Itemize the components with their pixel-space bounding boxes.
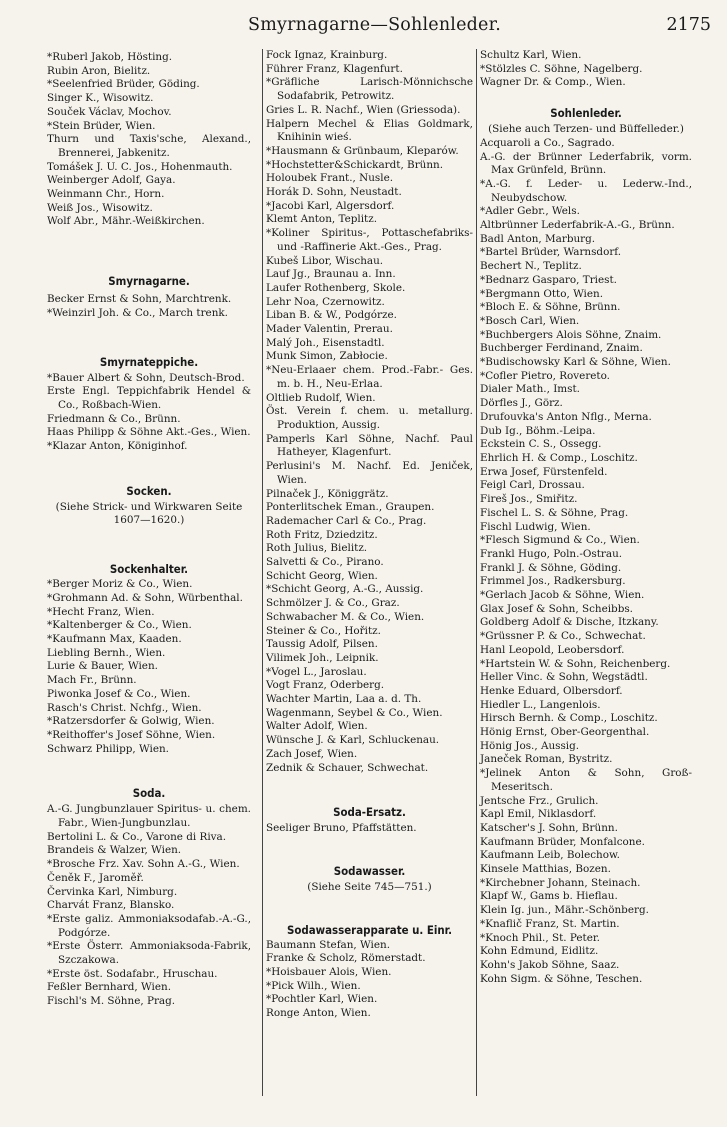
running-title: Smyrnagarne—Sohlenleder. — [248, 15, 502, 35]
directory-entry: Wünsche J. & Karl, Schluckenau. — [266, 734, 440, 747]
directory-entry: Rademacher Carl & Co., Prag. — [266, 514, 427, 527]
directory-entry: Pilnaček J., Königgrätz. — [266, 487, 389, 500]
directory-entry: Fock Ignaz, Krainburg. — [266, 49, 388, 61]
directory-entry: *Kaufmann Max, Kaaden. — [47, 632, 182, 645]
directory-entry: Hönig Ernst, Ober-Georgenthal. — [480, 726, 650, 739]
directory-entry: Schwabacher M. & Co., Wien. — [266, 610, 425, 623]
directory-entry: Seeliger Bruno, Pfaffstätten. — [266, 822, 417, 835]
directory-entry: *Pick Wilh., Wien. — [266, 979, 361, 992]
directory-entry: *Erste Österr. Ammoniaksoda-Fabrik, Szczakowa. — [47, 940, 251, 967]
spacer — [47, 454, 251, 484]
directory-entry: Zach Josef, Wien. — [266, 747, 358, 760]
section-heading: Sockenhalter. — [109, 562, 189, 577]
directory-entry: Klein Ig. jun., Mähr.-Schönberg. — [480, 904, 649, 917]
directory-entry: Souček Václav, Mochov. — [47, 105, 172, 118]
directory-entry: Badl Anton, Marburg. — [480, 232, 596, 245]
directory-entry: Bechert N., Teplitz. — [480, 260, 582, 273]
directory-entry: Schultz Karl, Wien. — [480, 49, 582, 61]
directory-entry: *Grohmann Ad. & Sohn, Würbenthal. — [47, 591, 243, 604]
directory-entry: Weinberger Adolf, Gaya. — [47, 174, 176, 187]
spacer — [47, 229, 251, 274]
directory-entry: *Flesch Sigmund & Co., Wien. — [480, 534, 640, 547]
directory-entry: Wagner Dr. & Comp., Wien. — [480, 76, 626, 89]
directory-entry: *Kaltenberger & Co., Wien. — [47, 619, 192, 632]
directory-entry: *Gräfliche Larisch-Mönnichsche Sodafabrik, Petrowitz. — [266, 76, 473, 103]
directory-entry: Liban B. & W., Podgórze. — [266, 309, 397, 322]
directory-entry: *Knaflič Franz, St. Martin. — [480, 917, 620, 930]
directory-entry: Tomášek J. U. C. Jos., Hohenmauth. — [47, 160, 233, 173]
directory-entry: Singer K., Wisowitz. — [47, 92, 154, 105]
directory-entry: Gries L. R. Nachf., Wien (Griessoda). — [266, 103, 461, 116]
directory-entry: *Buchbergers Alois Söhne, Znaim. — [480, 328, 662, 341]
directory-entry: Lurie & Bauer, Wien. — [47, 660, 158, 673]
directory-entry: Salvetti & Co., Pirano. — [266, 556, 384, 569]
directory-entry: Piwonka Josef & Co., Wien. — [47, 687, 191, 700]
directory-entry: *Kirchebner Johann, Steinach. — [480, 876, 641, 889]
directory-entry: Vilimek Joh., Leipnik. — [266, 651, 379, 664]
directory-entry: Pamperls Karl Söhne, Nachf. Paul Hatheyer, Klagenfurt. — [266, 432, 473, 459]
directory-entry: Taussig Adolf, Pilsen. — [266, 638, 378, 651]
directory-entry: *Jelinek Anton & Sohn, Groß-Meseritsch. — [480, 767, 692, 793]
directory-entry: *Erste galiz. Ammoniaksodafab.-A.-G., Podgórze. — [47, 912, 251, 939]
directory-entry: Becker Ernst & Sohn, Marchtrenk. — [47, 293, 232, 306]
directory-entry: Fischl Ludwig, Wien. — [480, 520, 591, 533]
directory-entry: Kohn's Jakob Söhne, Saaz. — [480, 959, 620, 971]
directory-entry: Goldberg Adolf & Dische, Itzkany. — [480, 616, 659, 629]
directory-entry: *Klazar Anton, Königinhof. — [47, 440, 188, 453]
directory-entry: Thurn und Taxis'sche, Alexand., Brennerei, Jabkenitz. — [47, 133, 251, 159]
directory-entry: Charvát Franz, Blansko. — [47, 899, 175, 912]
directory-entry: Oltlieb Rudolf, Wien. — [266, 391, 376, 404]
directory-entry: Baumann Stefan, Wien. — [266, 938, 391, 951]
directory-entry: Führer Franz, Klagenfurt. — [266, 62, 403, 75]
directory-entry: Roth Fritz, Dziedzitz. — [266, 528, 378, 541]
cross-reference-note: (Siehe Strick- und Wirkwaren Seite 1607—1620.) — [55, 500, 243, 527]
directory-entry: Čeněk F., Jaroměř. — [47, 871, 144, 884]
directory-entry: *Budischowsky Karl & Söhne, Wien. — [480, 356, 671, 369]
directory-entry: *Stein Brüder, Wien. — [47, 119, 156, 132]
directory-entry: *Stölzles C. Söhne, Nagelberg. — [480, 62, 643, 75]
directory-entry: *Knoch Phil., St. Peter. — [480, 931, 600, 944]
spacer — [47, 528, 251, 562]
directory-entry: Schicht Georg, Wien. — [266, 569, 378, 582]
directory-entry: Schwarz Philipp, Wien. — [47, 742, 169, 755]
directory-entry: Rasch's Christ. Nchfg., Wien. — [47, 701, 202, 714]
directory-entry: *Gerlach Jacob & Söhne, Wien. — [480, 589, 645, 602]
directory-entry: Horák D. Sohn, Neustadt. — [266, 186, 402, 199]
directory-entry: *Brosche Frz. Xav. Sohn A.-G., Wien. — [47, 858, 240, 871]
directory-entry: Öst. Verein f. chem. u. metallurg. Produktion, Aussig. — [266, 405, 473, 431]
directory-entry: *Hartstein W. & Sohn, Reichenberg. — [480, 657, 671, 670]
directory-entry: Kinsele Matthias, Bozen. — [480, 863, 611, 876]
directory-entry: *Seelenfried Brüder, Göding. — [47, 78, 200, 91]
directory-entry: Liebling Bernh., Wien. — [47, 646, 166, 659]
directory-entry: *Hecht Franz, Wien. — [47, 605, 155, 618]
directory-entry: Rubin Aron, Bielitz. — [47, 64, 151, 77]
directory-entry: Malý Joh., Eisenstadtl. — [266, 336, 385, 349]
directory-entry: Červinka Karl, Nimburg. — [47, 885, 178, 898]
column-1 — [47, 51, 251, 1009]
directory-entry: *Bergmann Otto, Wien. — [480, 287, 604, 300]
directory-entry: Feigl Carl, Drossau. — [480, 479, 585, 492]
directory-entry: *Bednarz Gasparo, Triest. — [480, 273, 617, 286]
directory-entry: *Cofler Pietro, Rovereto. — [480, 369, 610, 382]
directory-entry: Schmölzer J. & Co., Graz. — [266, 597, 400, 610]
directory-entry: Erste Engl. Teppichfabrik Hendel & Co., Roßbach-Wien. — [47, 385, 251, 411]
directory-entry: *Erste öst. Sodafabr., Hruschau. — [47, 967, 218, 980]
directory-entry: Lauf Jg., Braunau a. Inn. — [266, 268, 396, 281]
section-heading: Soda-Ersatz. — [333, 805, 406, 820]
directory-entry: Steiner & Co., Hořitz. — [266, 624, 381, 637]
directory-entry: Kohn Sigm. & Söhne, Teschen. — [480, 972, 643, 985]
page-number: 2175 — [666, 15, 711, 35]
section-heading: Sodawasserapparate u. Einr. — [286, 922, 453, 937]
directory-entry: Hirsch Bernh. & Comp., Loschitz. — [480, 712, 658, 725]
section-heading: Socken. — [126, 483, 172, 498]
directory-entry: *Bauer Albert & Sohn, Deutsch-Brod. — [47, 371, 245, 384]
directory-entry: *Weinzirl Joh. & Co., March trenk. — [47, 306, 228, 319]
directory-entry: Weinmann Chr., Horn. — [47, 188, 165, 201]
directory-entry: Klapf W., Gams b. Hieflau. — [480, 890, 618, 903]
directory-entry: *Hausmann & Grünbaum, Kleparów. — [266, 144, 459, 157]
directory-entry: Haas Philipp & Söhne Akt.-Ges., Wien. — [47, 426, 251, 439]
spacer — [266, 836, 473, 864]
spacer — [47, 321, 251, 355]
directory-entry: Ronge Anton, Wien. — [266, 1007, 371, 1020]
directory-entry: *Berger Moriz & Co., Wien. — [47, 578, 193, 591]
directory-entry: Kubeš Libor, Wischau. — [266, 254, 384, 267]
directory-entry: Munk Simon, Zabłocie. — [266, 350, 388, 363]
spacer — [47, 756, 251, 786]
directory-entry: *Grüssner P. & Co., Schwechat. — [480, 630, 646, 643]
directory-entry: *Neu-Erlaaer chem. Prod.-Fabr.- Ges. m. b. H., Neu-Erlaa. — [266, 364, 473, 390]
cross-reference-note: (Siehe auch Terzen- und Büffelleder.) — [488, 123, 684, 136]
directory-entry: *Jacobi Karl, Algersdorf. — [266, 199, 395, 212]
directory-entry: Frankl J. & Söhne, Göding. — [480, 561, 622, 574]
directory-entry: *Bloch E. & Söhne, Brünn. — [480, 301, 621, 314]
directory-entry: Roth Julius, Bielitz. — [266, 542, 368, 555]
spacer — [266, 775, 473, 805]
directory-entry: Kaufmann Brüder, Monfalcone. — [480, 835, 645, 848]
directory-entry: Erwa Josef, Fürstenfeld. — [480, 465, 608, 478]
directory-entry: Feßler Bernhard, Wien. — [47, 981, 171, 994]
directory-entry: A.-G. der Brünner Lederfabrik, vorm. Max Grünfeld, Brünn. — [480, 150, 692, 177]
section-heading: Soda. — [132, 786, 166, 801]
directory-entry: *A.-G. f. Leder- u. Lederw.-Ind., Neubydschow. — [480, 177, 692, 204]
column-2 — [262, 49, 473, 1096]
directory-entry: Kapl Emil, Niklasdorf. — [480, 808, 597, 821]
directory-entry: Halpern Mechel & Elias Goldmark, Knihinin wieś. — [266, 117, 473, 144]
directory-entry: A.-G. Jungbunzlauer Spiritus- u. chem. Fabr., Wien-Jungbunzlau. — [47, 803, 251, 830]
directory-entry: Eckstein C. S., Ossegg. — [480, 438, 602, 451]
column-3 — [476, 49, 692, 1096]
directory-entry: *Adler Gebr., Wels. — [480, 205, 580, 218]
directory-entry: Ehrlich H. & Comp., Loschitz. — [480, 451, 638, 464]
section-heading: Sodawasser. — [333, 863, 406, 878]
directory-entry: Altbrünner Lederfabrik-A.-G., Brünn. — [480, 219, 675, 232]
directory-entry: Perlusini's M. Nachf. Ed. Jeniček, Wien. — [266, 460, 473, 486]
directory-entry: Friedmann & Co., Brünn. — [47, 412, 181, 425]
directory-entry: Klemt Anton, Teplitz. — [266, 213, 378, 226]
directory-entry: Mach Fr., Brünn. — [47, 674, 137, 687]
directory-entry: Hanl Leopold, Leobersdorf. — [480, 643, 625, 656]
directory-entry: *Pochtler Karl, Wien. — [266, 993, 378, 1006]
directory-entry: Heller Vinc. & Sohn, Wegstädtl. — [480, 671, 648, 684]
directory-entry: Fischl's M. Söhne, Prag. — [47, 995, 176, 1008]
directory-entry: *Koliner Spiritus-, Pottaschefabriks- und -Raffinerie Akt.-Ges., Prag. — [266, 227, 473, 253]
directory-entry: *Bartel Brüder, Warnsdorf. — [480, 246, 622, 259]
directory-entry: Dörfles J., Görz. — [480, 397, 563, 410]
directory-entry: Jentsche Frz., Grulich. — [480, 794, 599, 807]
directory-entry: Dialer Math., Imst. — [480, 383, 580, 396]
directory-entry: Acquaroli a Co., Sagrado. — [480, 136, 615, 149]
directory-entry: Holoubek Frant., Nusle. — [266, 172, 394, 185]
directory-entry: Walter Adolf, Wien. — [266, 720, 368, 733]
directory-entry: Glax Josef & Sohn, Scheibbs. — [480, 602, 633, 615]
directory-entry: Dub Ig., Böhm.-Leipa. — [480, 424, 596, 437]
directory-entry: *Hochstetter&Schickardt, Brünn. — [266, 158, 444, 171]
directory-entry: *Schicht Georg, A.-G., Aussig. — [266, 583, 424, 596]
spacer — [266, 895, 473, 923]
directory-entry: Mader Valentin, Prerau. — [266, 323, 393, 336]
directory-entry: Fischel L. S. & Söhne, Prag. — [480, 506, 629, 519]
directory-entry: Lehr Noa, Czernowitz. — [266, 295, 385, 308]
cross-reference-note: (Siehe Seite 745—751.) — [307, 880, 432, 893]
directory-entry: Vogt Franz, Oderberg. — [266, 679, 385, 692]
directory-entry: Kohn Edmund, Eidlitz. — [480, 945, 599, 958]
directory-entry: *Ratzersdorfer & Golwig, Wien. — [47, 715, 215, 728]
directory-entry: Ponterlitschek Eman., Graupen. — [266, 501, 435, 514]
directory-entry: Laufer Rothenberg, Skole. — [266, 281, 406, 294]
section-heading: Smyrnateppiche. — [99, 354, 199, 369]
directory-entry: Frankl Hugo, Poln.-Ostrau. — [480, 547, 623, 560]
directory-entry: *Hoisbauer Alois, Wien. — [266, 966, 392, 979]
directory-entry: Wolf Abr., Mähr.-Weißkirchen. — [47, 215, 205, 228]
directory-entry: Janeček Roman, Bystritz. — [480, 753, 613, 766]
directory-entry: Hiedler L., Langenlois. — [480, 698, 601, 711]
directory-entry: Brandeis & Walzer, Wien. — [47, 844, 182, 857]
directory-entry: Fireš Jos., Smiřitz. — [480, 493, 578, 506]
directory-entry: Hönig Jos., Aussig. — [480, 739, 580, 752]
directory-entry: *Vogel L., Jaroslau. — [266, 665, 367, 678]
directory-entry: Wagenmann, Seybel & Co., Wien. — [266, 706, 443, 719]
section-heading: Smyrnagarne. — [108, 274, 190, 289]
directory-entry: Henke Eduard, Olbersdorf. — [480, 684, 623, 697]
directory-entry: Wachter Martin, Laa a. d. Th. — [266, 693, 422, 706]
directory-entry: Franke & Scholz, Römerstadt. — [266, 952, 426, 965]
directory-entry: *Ruberl Jakob, Hösting. — [47, 51, 173, 63]
page-header — [0, 12, 727, 38]
directory-entry: Weiß Jos., Wisowitz. — [47, 201, 153, 214]
directory-entry: *Reithoffer's Josef Söhne, Wien. — [47, 728, 216, 741]
directory-entry: Frimmel Jos., Radkersburg. — [480, 575, 626, 588]
directory-entry: Katscher's J. Sohn, Brünn. — [480, 821, 618, 834]
directory-entry: Buchberger Ferdinand, Znaim. — [480, 342, 643, 355]
directory-entry: Drufouvka's Anton Nflg., Merna. — [480, 410, 652, 423]
spacer — [480, 90, 692, 106]
directory-entry: Kaufmann Leib, Bolechow. — [480, 849, 620, 862]
directory-entry: Zednik & Schauer, Schwechat. — [266, 761, 429, 774]
section-heading: Sohlenleder. — [550, 106, 622, 121]
directory-entry: *Bosch Carl, Wien. — [480, 314, 580, 327]
directory-entry: Bertolini L. & Co., Varone di Riva. — [47, 830, 227, 843]
